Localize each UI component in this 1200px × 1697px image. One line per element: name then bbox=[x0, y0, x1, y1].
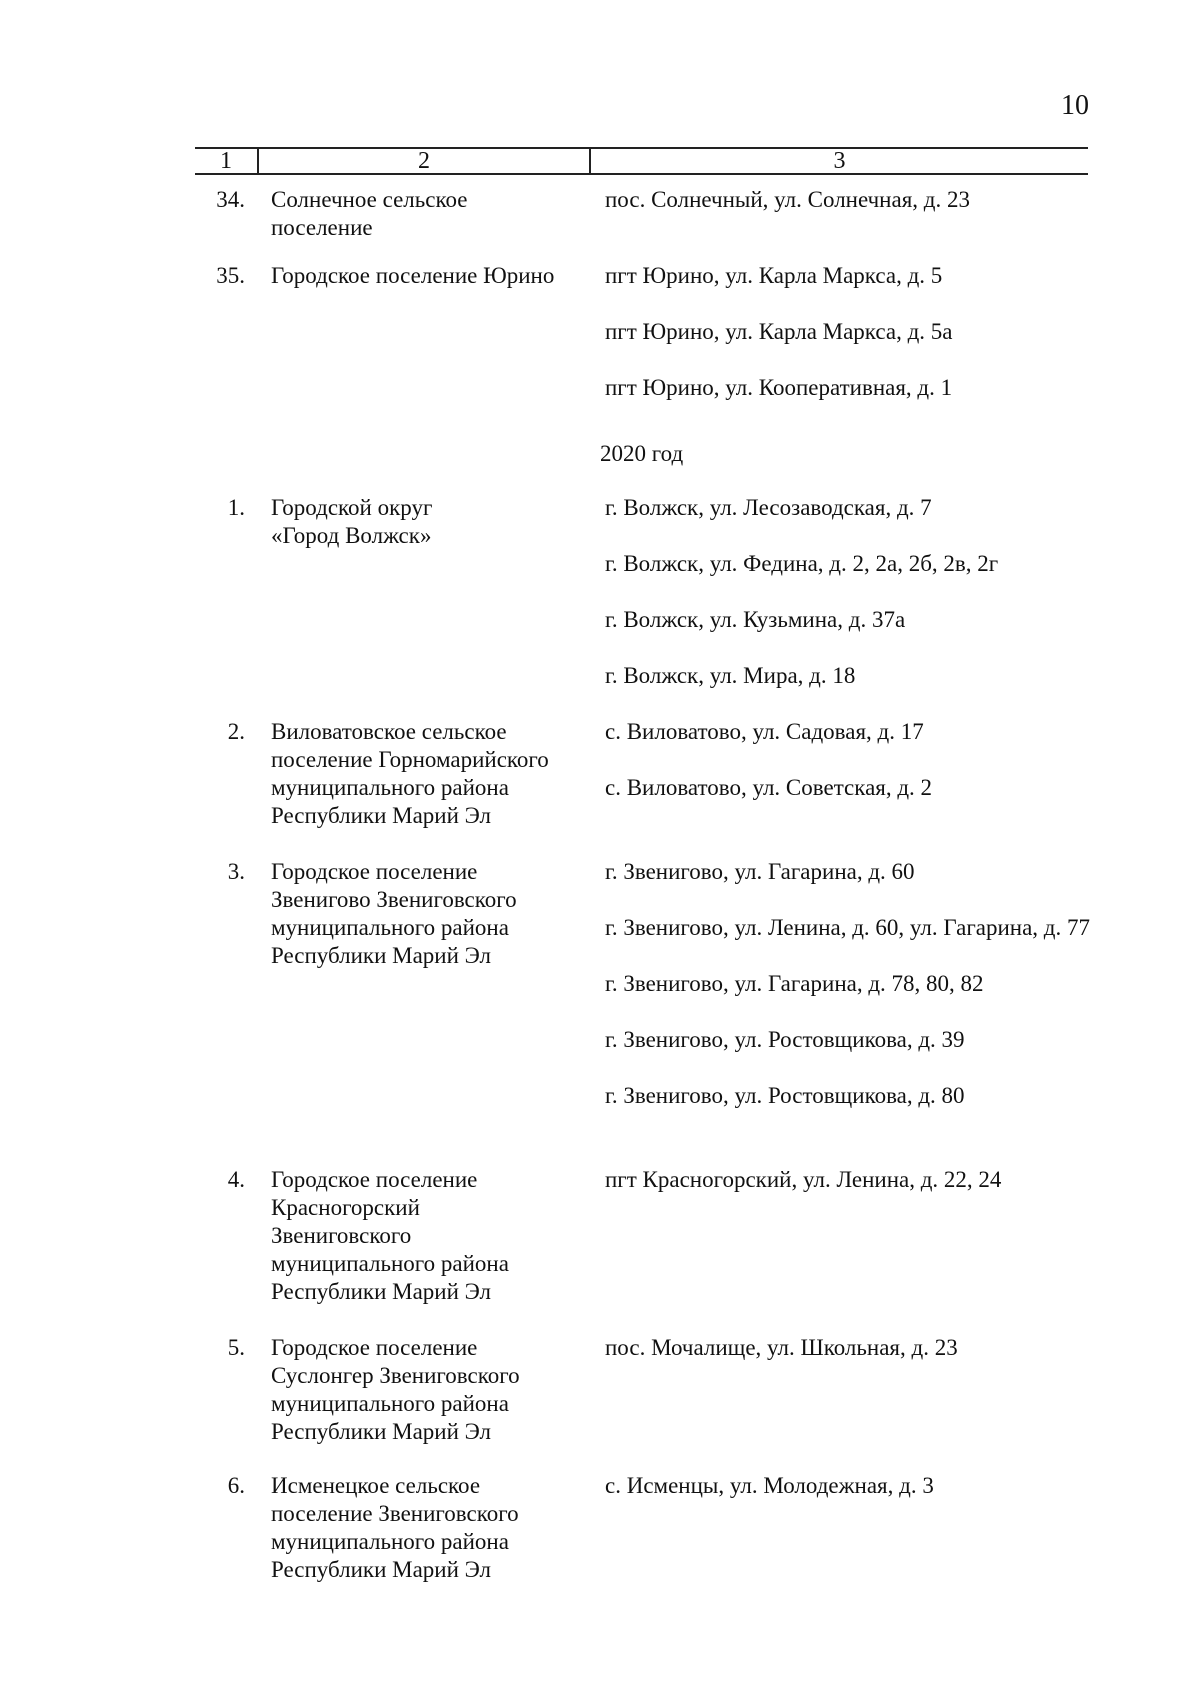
table-header bbox=[195, 147, 1088, 175]
settlement-name: Городской округ «Город Волжск» bbox=[271, 495, 433, 548]
address-list bbox=[605, 1334, 1090, 1390]
page-number: 10 bbox=[1061, 90, 1089, 121]
settlement-name: Виловатовское сельское поселение Горномарийского муниципального района Республики Марий Эл bbox=[271, 719, 549, 828]
address: пгт Юрино, ул. Кооперативная, д. 1 bbox=[605, 375, 953, 400]
row-number: 35. bbox=[216, 263, 245, 288]
row-number: 4. bbox=[227, 1167, 245, 1192]
address: г. Звенигово, ул. Ростовщикова, д. 39 bbox=[605, 1027, 965, 1052]
address-list bbox=[605, 494, 1090, 718]
settlement-name: Городское поселение Звенигово Звениговского муниципального района Республики Марий Эл bbox=[271, 859, 517, 968]
settlement-name: Городское поселение Юрино bbox=[271, 263, 555, 288]
row-number: 6. bbox=[227, 1473, 245, 1498]
address: г. Звенигово, ул. Гагарина, д. 78, 80, 82 bbox=[605, 971, 984, 996]
address-list bbox=[605, 858, 1090, 1138]
row-number: 1. bbox=[227, 495, 245, 520]
address: пос. Мочалище, ул. Школьная, д. 23 bbox=[605, 1335, 958, 1360]
address-list bbox=[605, 718, 1090, 830]
address: г. Волжск, ул. Мира, д. 18 bbox=[605, 663, 856, 688]
settlement-name: Солнечное сельское поселение bbox=[271, 187, 468, 240]
address-list bbox=[605, 1166, 1090, 1222]
address: пгт Юрино, ул. Карла Маркса, д. 5 bbox=[605, 263, 943, 288]
address: пгт Красногорский, ул. Ленина, д. 22, 24 bbox=[605, 1167, 1002, 1192]
address: г. Звенигово, ул. Гагарина, д. 60 bbox=[605, 859, 915, 884]
address: г. Звенигово, ул. Ленина, д. 60, ул. Гагарина, д. 77 bbox=[605, 915, 1090, 940]
address: пос. Солнечный, ул. Солнечная, д. 23 bbox=[605, 187, 970, 212]
year-heading: 2020 год bbox=[600, 441, 684, 466]
settlement-name: Городское поселение Красногорский Звениговского муниципального района Республики Марий Эл bbox=[271, 1167, 509, 1304]
address: г. Волжск, ул. Лесозаводская, д. 7 bbox=[605, 495, 932, 520]
address: пгт Юрино, ул. Карла Маркса, д. 5а bbox=[605, 319, 953, 344]
address-list bbox=[605, 186, 1090, 242]
address: г. Волжск, ул. Федина, д. 2, 2а, 2б, 2в, 2г bbox=[605, 551, 999, 576]
row-number: 34. bbox=[216, 187, 245, 212]
address: г. Звенигово, ул. Ростовщикова, д. 80 bbox=[605, 1083, 965, 1108]
header-col-2: 2 bbox=[259, 149, 591, 173]
header-col-1: 1 bbox=[195, 149, 259, 173]
row-number: 3. bbox=[227, 859, 245, 884]
settlement-name: Городское поселение Суслонгер Звениговского муниципального района Республики Марий Эл bbox=[271, 1335, 520, 1444]
row-number: 2. bbox=[227, 719, 245, 744]
settlement-name: Исменецкое сельское поселение Звениговского муниципального района Республики Марий Эл bbox=[271, 1473, 519, 1582]
address: с. Исменцы, ул. Молодежная, д. 3 bbox=[605, 1473, 934, 1498]
header-col-3: 3 bbox=[833, 148, 846, 174]
row-number: 5. bbox=[227, 1335, 245, 1360]
address: с. Виловатово, ул. Советская, д. 2 bbox=[605, 775, 933, 800]
address: г. Волжск, ул. Кузьмина, д. 37а bbox=[605, 607, 906, 632]
address-list bbox=[605, 1472, 1090, 1528]
address: с. Виловатово, ул. Садовая, д. 17 bbox=[605, 719, 924, 744]
address-list bbox=[605, 262, 1090, 430]
